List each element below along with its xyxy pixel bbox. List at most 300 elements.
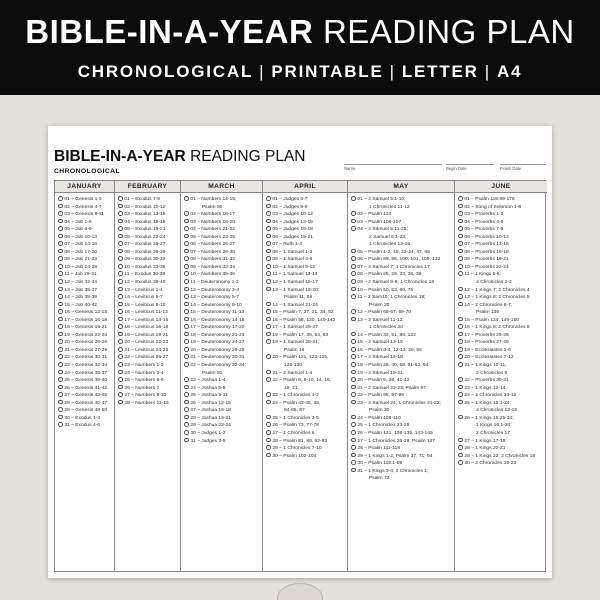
checkbox-icon[interactable] bbox=[58, 302, 63, 307]
checkbox-icon[interactable] bbox=[266, 339, 271, 344]
checkbox-icon[interactable] bbox=[184, 392, 189, 397]
reading-item[interactable] bbox=[118, 234, 180, 242]
checkbox-icon[interactable] bbox=[118, 370, 123, 375]
checkbox-icon[interactable] bbox=[351, 430, 356, 435]
checkbox-icon[interactable] bbox=[118, 234, 123, 239]
checkbox-icon[interactable] bbox=[351, 339, 356, 344]
reading-item[interactable] bbox=[184, 241, 262, 249]
checkbox-icon[interactable] bbox=[351, 211, 356, 216]
checkbox-icon[interactable] bbox=[118, 309, 123, 314]
reading-item[interactable] bbox=[118, 324, 180, 332]
reading-item[interactable] bbox=[184, 302, 262, 310]
reading-item[interactable] bbox=[266, 302, 347, 310]
checkbox-icon[interactable] bbox=[351, 422, 356, 427]
reading-item[interactable] bbox=[58, 241, 114, 249]
reading-item[interactable] bbox=[118, 294, 180, 302]
reading-item[interactable] bbox=[184, 324, 262, 332]
reading-item[interactable] bbox=[351, 309, 454, 317]
checkbox-icon[interactable] bbox=[184, 249, 189, 254]
checkbox-icon[interactable] bbox=[351, 445, 356, 450]
reading-item[interactable] bbox=[351, 279, 454, 287]
reading-item[interactable] bbox=[58, 400, 114, 408]
checkbox-icon[interactable] bbox=[118, 279, 123, 284]
checkbox-icon[interactable] bbox=[118, 377, 123, 382]
reading-item[interactable] bbox=[184, 400, 262, 408]
checkbox-icon[interactable] bbox=[266, 241, 271, 246]
checkbox-icon[interactable] bbox=[351, 279, 356, 284]
checkbox-icon[interactable] bbox=[58, 256, 63, 261]
checkbox-icon[interactable] bbox=[118, 271, 123, 276]
checkbox-icon[interactable] bbox=[266, 400, 271, 405]
checkbox-icon[interactable] bbox=[458, 249, 463, 254]
reading-item[interactable] bbox=[118, 249, 180, 257]
reading-item[interactable] bbox=[266, 332, 347, 340]
reading-item[interactable] bbox=[58, 226, 114, 234]
reading-item[interactable] bbox=[184, 219, 262, 227]
checkbox-icon[interactable] bbox=[58, 400, 63, 405]
checkbox-icon[interactable] bbox=[351, 309, 356, 314]
reading-item[interactable] bbox=[184, 385, 262, 393]
checkbox-icon[interactable] bbox=[458, 354, 463, 359]
reading-item[interactable] bbox=[184, 256, 262, 264]
reading-item[interactable] bbox=[266, 422, 347, 430]
reading-item[interactable] bbox=[458, 226, 547, 234]
reading-item[interactable] bbox=[351, 347, 454, 355]
checkbox-icon[interactable] bbox=[458, 415, 463, 420]
checkbox-icon[interactable] bbox=[184, 362, 189, 367]
checkbox-icon[interactable] bbox=[266, 415, 271, 420]
reading-item[interactable] bbox=[266, 271, 347, 279]
reading-item[interactable] bbox=[58, 264, 114, 272]
reading-item[interactable] bbox=[458, 392, 547, 400]
checkbox-icon[interactable] bbox=[266, 226, 271, 231]
reading-item[interactable] bbox=[58, 339, 114, 347]
checkbox-icon[interactable] bbox=[58, 385, 63, 390]
checkbox-icon[interactable] bbox=[351, 287, 356, 292]
checkbox-icon[interactable] bbox=[58, 392, 63, 397]
checkbox-icon[interactable] bbox=[58, 422, 63, 427]
reading-item[interactable] bbox=[118, 211, 180, 219]
reading-item[interactable] bbox=[118, 370, 180, 378]
checkbox-icon[interactable] bbox=[184, 234, 189, 239]
reading-item[interactable] bbox=[458, 219, 547, 227]
reading-item[interactable] bbox=[118, 226, 180, 234]
checkbox-icon[interactable] bbox=[266, 249, 271, 254]
checkbox-icon[interactable] bbox=[458, 324, 463, 329]
checkbox-icon[interactable] bbox=[458, 241, 463, 246]
reading-item[interactable] bbox=[351, 370, 454, 378]
reading-item[interactable] bbox=[458, 445, 547, 453]
reading-item[interactable] bbox=[184, 279, 262, 287]
reading-item[interactable] bbox=[351, 264, 454, 272]
reading-item[interactable] bbox=[58, 287, 114, 295]
checkbox-icon[interactable] bbox=[351, 264, 356, 269]
reading-item[interactable] bbox=[266, 287, 347, 295]
checkbox-icon[interactable] bbox=[266, 196, 271, 201]
checkbox-icon[interactable] bbox=[266, 219, 271, 224]
reading-item[interactable] bbox=[351, 211, 454, 219]
checkbox-icon[interactable] bbox=[458, 196, 463, 201]
reading-item[interactable] bbox=[118, 332, 180, 340]
reading-item[interactable] bbox=[58, 294, 114, 302]
checkbox-icon[interactable] bbox=[58, 339, 63, 344]
checkbox-icon[interactable] bbox=[184, 256, 189, 261]
checkbox-icon[interactable] bbox=[58, 271, 63, 276]
checkbox-icon[interactable] bbox=[184, 309, 189, 314]
reading-item[interactable] bbox=[58, 324, 114, 332]
reading-item[interactable] bbox=[458, 211, 547, 219]
checkbox-icon[interactable] bbox=[458, 347, 463, 352]
checkbox-icon[interactable] bbox=[118, 332, 123, 337]
reading-item[interactable] bbox=[118, 339, 180, 347]
checkbox-icon[interactable] bbox=[351, 256, 356, 261]
checkbox-icon[interactable] bbox=[458, 400, 463, 405]
reading-item[interactable] bbox=[184, 271, 262, 279]
checkbox-icon[interactable] bbox=[58, 234, 63, 239]
checkbox-icon[interactable] bbox=[351, 354, 356, 359]
checkbox-icon[interactable] bbox=[458, 219, 463, 224]
reading-item[interactable] bbox=[351, 438, 454, 446]
checkbox-icon[interactable] bbox=[458, 271, 463, 276]
reading-item[interactable] bbox=[458, 287, 547, 295]
reading-item[interactable] bbox=[58, 392, 114, 400]
checkbox-icon[interactable] bbox=[118, 219, 123, 224]
checkbox-icon[interactable] bbox=[266, 430, 271, 435]
checkbox-icon[interactable] bbox=[351, 377, 356, 382]
reading-item[interactable] bbox=[184, 249, 262, 257]
checkbox-icon[interactable] bbox=[58, 377, 63, 382]
checkbox-icon[interactable] bbox=[58, 317, 63, 322]
checkbox-icon[interactable] bbox=[184, 324, 189, 329]
checkbox-icon[interactable] bbox=[118, 339, 123, 344]
reading-item[interactable] bbox=[458, 460, 547, 468]
reading-item[interactable] bbox=[351, 468, 454, 476]
checkbox-icon[interactable] bbox=[351, 332, 356, 337]
checkbox-icon[interactable] bbox=[351, 468, 356, 473]
checkbox-icon[interactable] bbox=[58, 226, 63, 231]
reading-item[interactable] bbox=[118, 309, 180, 317]
reading-item[interactable] bbox=[266, 400, 347, 408]
checkbox-icon[interactable] bbox=[266, 453, 271, 458]
checkbox-icon[interactable] bbox=[351, 400, 356, 405]
checkbox-icon[interactable] bbox=[184, 400, 189, 405]
checkbox-icon[interactable] bbox=[118, 347, 123, 352]
checkbox-icon[interactable] bbox=[266, 445, 271, 450]
reading-item[interactable] bbox=[184, 377, 262, 385]
reading-item[interactable] bbox=[458, 241, 547, 249]
reading-item[interactable] bbox=[184, 332, 262, 340]
reading-item[interactable] bbox=[58, 347, 114, 355]
reading-item[interactable] bbox=[351, 317, 454, 325]
reading-item[interactable] bbox=[58, 211, 114, 219]
reading-item[interactable] bbox=[351, 385, 454, 393]
checkbox-icon[interactable] bbox=[458, 226, 463, 231]
name-field[interactable]: Name bbox=[344, 164, 442, 173]
reading-item[interactable] bbox=[351, 294, 454, 302]
reading-item[interactable] bbox=[351, 453, 454, 461]
reading-item[interactable] bbox=[458, 347, 547, 355]
reading-item[interactable] bbox=[184, 226, 262, 234]
checkbox-icon[interactable] bbox=[118, 204, 123, 209]
checkbox-icon[interactable] bbox=[351, 317, 356, 322]
reading-item[interactable] bbox=[458, 438, 547, 446]
checkbox-icon[interactable] bbox=[458, 256, 463, 261]
checkbox-icon[interactable] bbox=[351, 226, 356, 231]
checkbox-icon[interactable] bbox=[266, 354, 271, 359]
checkbox-icon[interactable] bbox=[266, 332, 271, 337]
reading-item[interactable] bbox=[184, 430, 262, 438]
reading-item[interactable] bbox=[118, 256, 180, 264]
reading-item[interactable] bbox=[184, 339, 262, 347]
reading-item[interactable] bbox=[266, 241, 347, 249]
checkbox-icon[interactable] bbox=[351, 294, 356, 299]
checkbox-icon[interactable] bbox=[266, 279, 271, 284]
reading-item[interactable] bbox=[118, 279, 180, 287]
checkbox-icon[interactable] bbox=[458, 460, 463, 465]
checkbox-icon[interactable] bbox=[351, 385, 356, 390]
checkbox-icon[interactable] bbox=[458, 287, 463, 292]
reading-item[interactable] bbox=[351, 430, 454, 438]
reading-item[interactable] bbox=[118, 264, 180, 272]
checkbox-icon[interactable] bbox=[184, 347, 189, 352]
reading-item[interactable] bbox=[351, 377, 454, 385]
checkbox-icon[interactable] bbox=[118, 400, 123, 405]
checkbox-icon[interactable] bbox=[266, 422, 271, 427]
checkbox-icon[interactable] bbox=[184, 219, 189, 224]
checkbox-icon[interactable] bbox=[266, 377, 271, 382]
checkbox-icon[interactable] bbox=[266, 271, 271, 276]
checkbox-icon[interactable] bbox=[184, 226, 189, 231]
reading-item[interactable] bbox=[266, 324, 347, 332]
reading-item[interactable] bbox=[118, 385, 180, 393]
reading-item[interactable] bbox=[58, 415, 114, 423]
checkbox-icon[interactable] bbox=[58, 294, 63, 299]
reading-item[interactable] bbox=[266, 445, 347, 453]
reading-item[interactable] bbox=[184, 196, 262, 204]
checkbox-icon[interactable] bbox=[58, 211, 63, 216]
reading-item[interactable] bbox=[351, 354, 454, 362]
checkbox-icon[interactable] bbox=[266, 211, 271, 216]
checkbox-icon[interactable] bbox=[184, 407, 189, 412]
checkbox-icon[interactable] bbox=[184, 287, 189, 292]
checkbox-icon[interactable] bbox=[458, 234, 463, 239]
reading-item[interactable] bbox=[351, 392, 454, 400]
checkbox-icon[interactable] bbox=[351, 219, 356, 224]
reading-item[interactable] bbox=[184, 234, 262, 242]
checkbox-icon[interactable] bbox=[118, 249, 123, 254]
reading-item[interactable] bbox=[58, 407, 114, 415]
reading-item[interactable] bbox=[351, 362, 454, 370]
reading-item[interactable] bbox=[184, 422, 262, 430]
checkbox-icon[interactable] bbox=[184, 279, 189, 284]
reading-item[interactable] bbox=[458, 324, 547, 332]
checkbox-icon[interactable] bbox=[58, 347, 63, 352]
checkbox-icon[interactable] bbox=[184, 302, 189, 307]
checkbox-icon[interactable] bbox=[58, 407, 63, 412]
reading-item[interactable] bbox=[58, 362, 114, 370]
checkbox-icon[interactable] bbox=[351, 453, 356, 458]
checkbox-icon[interactable] bbox=[58, 362, 63, 367]
checkbox-icon[interactable] bbox=[184, 294, 189, 299]
reading-item[interactable] bbox=[58, 219, 114, 227]
reading-item[interactable] bbox=[458, 377, 547, 385]
checkbox-icon[interactable] bbox=[458, 438, 463, 443]
checkbox-icon[interactable] bbox=[266, 302, 271, 307]
reading-item[interactable] bbox=[184, 415, 262, 423]
checkbox-icon[interactable] bbox=[184, 271, 189, 276]
reading-item[interactable] bbox=[184, 438, 262, 446]
checkbox-icon[interactable] bbox=[266, 264, 271, 269]
reading-item[interactable] bbox=[458, 302, 547, 310]
reading-item[interactable] bbox=[266, 370, 347, 378]
reading-item[interactable] bbox=[266, 392, 347, 400]
reading-item[interactable] bbox=[266, 219, 347, 227]
reading-item[interactable] bbox=[266, 279, 347, 287]
reading-item[interactable] bbox=[458, 385, 547, 393]
checkbox-icon[interactable] bbox=[58, 196, 63, 201]
checkbox-icon[interactable] bbox=[58, 219, 63, 224]
reading-item[interactable] bbox=[458, 234, 547, 242]
checkbox-icon[interactable] bbox=[118, 294, 123, 299]
checkbox-icon[interactable] bbox=[184, 438, 189, 443]
checkbox-icon[interactable] bbox=[58, 370, 63, 375]
reading-item[interactable] bbox=[351, 339, 454, 347]
checkbox-icon[interactable] bbox=[351, 347, 356, 352]
checkbox-icon[interactable] bbox=[184, 354, 189, 359]
checkbox-icon[interactable] bbox=[118, 226, 123, 231]
reading-item[interactable] bbox=[58, 370, 114, 378]
checkbox-icon[interactable] bbox=[184, 264, 189, 269]
checkbox-icon[interactable] bbox=[458, 377, 463, 382]
checkbox-icon[interactable] bbox=[118, 196, 123, 201]
checkbox-icon[interactable] bbox=[458, 211, 463, 216]
checkbox-icon[interactable] bbox=[184, 415, 189, 420]
checkbox-icon[interactable] bbox=[351, 370, 356, 375]
reading-item[interactable] bbox=[266, 234, 347, 242]
reading-item[interactable] bbox=[458, 362, 547, 370]
reading-item[interactable] bbox=[266, 430, 347, 438]
reading-item[interactable] bbox=[184, 362, 262, 370]
reading-item[interactable] bbox=[351, 332, 454, 340]
checkbox-icon[interactable] bbox=[266, 317, 271, 322]
checkbox-icon[interactable] bbox=[118, 264, 123, 269]
checkbox-icon[interactable] bbox=[184, 422, 189, 427]
checkbox-icon[interactable] bbox=[351, 362, 356, 367]
reading-item[interactable] bbox=[184, 407, 262, 415]
checkbox-icon[interactable] bbox=[266, 309, 271, 314]
checkbox-icon[interactable] bbox=[458, 204, 463, 209]
reading-item[interactable] bbox=[458, 317, 547, 325]
reading-item[interactable] bbox=[458, 332, 547, 340]
checkbox-icon[interactable] bbox=[458, 317, 463, 322]
checkbox-icon[interactable] bbox=[58, 309, 63, 314]
reading-item[interactable] bbox=[266, 453, 347, 461]
checkbox-icon[interactable] bbox=[58, 264, 63, 269]
checkbox-icon[interactable] bbox=[58, 287, 63, 292]
checkbox-icon[interactable] bbox=[58, 354, 63, 359]
reading-item[interactable] bbox=[58, 204, 114, 212]
reading-item[interactable] bbox=[458, 256, 547, 264]
checkbox-icon[interactable] bbox=[118, 392, 123, 397]
reading-item[interactable] bbox=[351, 219, 454, 227]
checkbox-icon[interactable] bbox=[184, 430, 189, 435]
checkbox-icon[interactable] bbox=[184, 196, 189, 201]
reading-item[interactable] bbox=[458, 453, 547, 461]
checkbox-icon[interactable] bbox=[184, 317, 189, 322]
checkbox-icon[interactable] bbox=[118, 354, 123, 359]
checkbox-icon[interactable] bbox=[184, 332, 189, 337]
checkbox-icon[interactable] bbox=[351, 392, 356, 397]
checkbox-icon[interactable] bbox=[266, 438, 271, 443]
reading-item[interactable] bbox=[118, 241, 180, 249]
checkbox-icon[interactable] bbox=[266, 392, 271, 397]
checkbox-icon[interactable] bbox=[118, 287, 123, 292]
checkbox-icon[interactable] bbox=[184, 211, 189, 216]
reading-item[interactable] bbox=[118, 196, 180, 204]
checkbox-icon[interactable] bbox=[351, 460, 356, 465]
reading-item[interactable] bbox=[266, 339, 347, 347]
reading-item[interactable] bbox=[458, 415, 547, 423]
reading-item[interactable] bbox=[118, 287, 180, 295]
checkbox-icon[interactable] bbox=[266, 204, 271, 209]
checkbox-icon[interactable] bbox=[118, 362, 123, 367]
reading-item[interactable] bbox=[458, 264, 547, 272]
checkbox-icon[interactable] bbox=[58, 249, 63, 254]
reading-item[interactable] bbox=[351, 422, 454, 430]
checkbox-icon[interactable] bbox=[118, 241, 123, 246]
checkbox-icon[interactable] bbox=[458, 445, 463, 450]
checkbox-icon[interactable] bbox=[458, 362, 463, 367]
checkbox-icon[interactable] bbox=[184, 385, 189, 390]
checkbox-icon[interactable] bbox=[58, 324, 63, 329]
reading-item[interactable] bbox=[184, 354, 262, 362]
reading-item[interactable] bbox=[58, 302, 114, 310]
checkbox-icon[interactable] bbox=[58, 279, 63, 284]
reading-item[interactable] bbox=[351, 196, 454, 204]
checkbox-icon[interactable] bbox=[458, 385, 463, 390]
reading-item[interactable] bbox=[184, 264, 262, 272]
reading-item[interactable] bbox=[266, 354, 347, 362]
reading-item[interactable] bbox=[351, 249, 454, 257]
reading-item[interactable] bbox=[118, 347, 180, 355]
reading-item[interactable] bbox=[458, 204, 547, 212]
reading-item[interactable] bbox=[351, 226, 454, 234]
checkbox-icon[interactable] bbox=[458, 392, 463, 397]
reading-item[interactable] bbox=[184, 211, 262, 219]
reading-item[interactable] bbox=[58, 422, 114, 430]
checkbox-icon[interactable] bbox=[118, 324, 123, 329]
reading-item[interactable] bbox=[351, 460, 454, 468]
reading-item[interactable] bbox=[458, 271, 547, 279]
checkbox-icon[interactable] bbox=[266, 324, 271, 329]
reading-item[interactable] bbox=[266, 317, 347, 325]
checkbox-icon[interactable] bbox=[458, 453, 463, 458]
checkbox-icon[interactable] bbox=[184, 339, 189, 344]
reading-item[interactable] bbox=[58, 332, 114, 340]
reading-item[interactable] bbox=[266, 264, 347, 272]
reading-item[interactable] bbox=[58, 385, 114, 393]
reading-item[interactable] bbox=[184, 317, 262, 325]
checkbox-icon[interactable] bbox=[58, 332, 63, 337]
reading-item[interactable] bbox=[184, 309, 262, 317]
checkbox-icon[interactable] bbox=[118, 211, 123, 216]
reading-item[interactable] bbox=[351, 445, 454, 453]
reading-item[interactable] bbox=[58, 309, 114, 317]
reading-item[interactable] bbox=[184, 392, 262, 400]
reading-item[interactable] bbox=[458, 294, 547, 302]
checkbox-icon[interactable] bbox=[458, 339, 463, 344]
reading-item[interactable] bbox=[58, 249, 114, 257]
